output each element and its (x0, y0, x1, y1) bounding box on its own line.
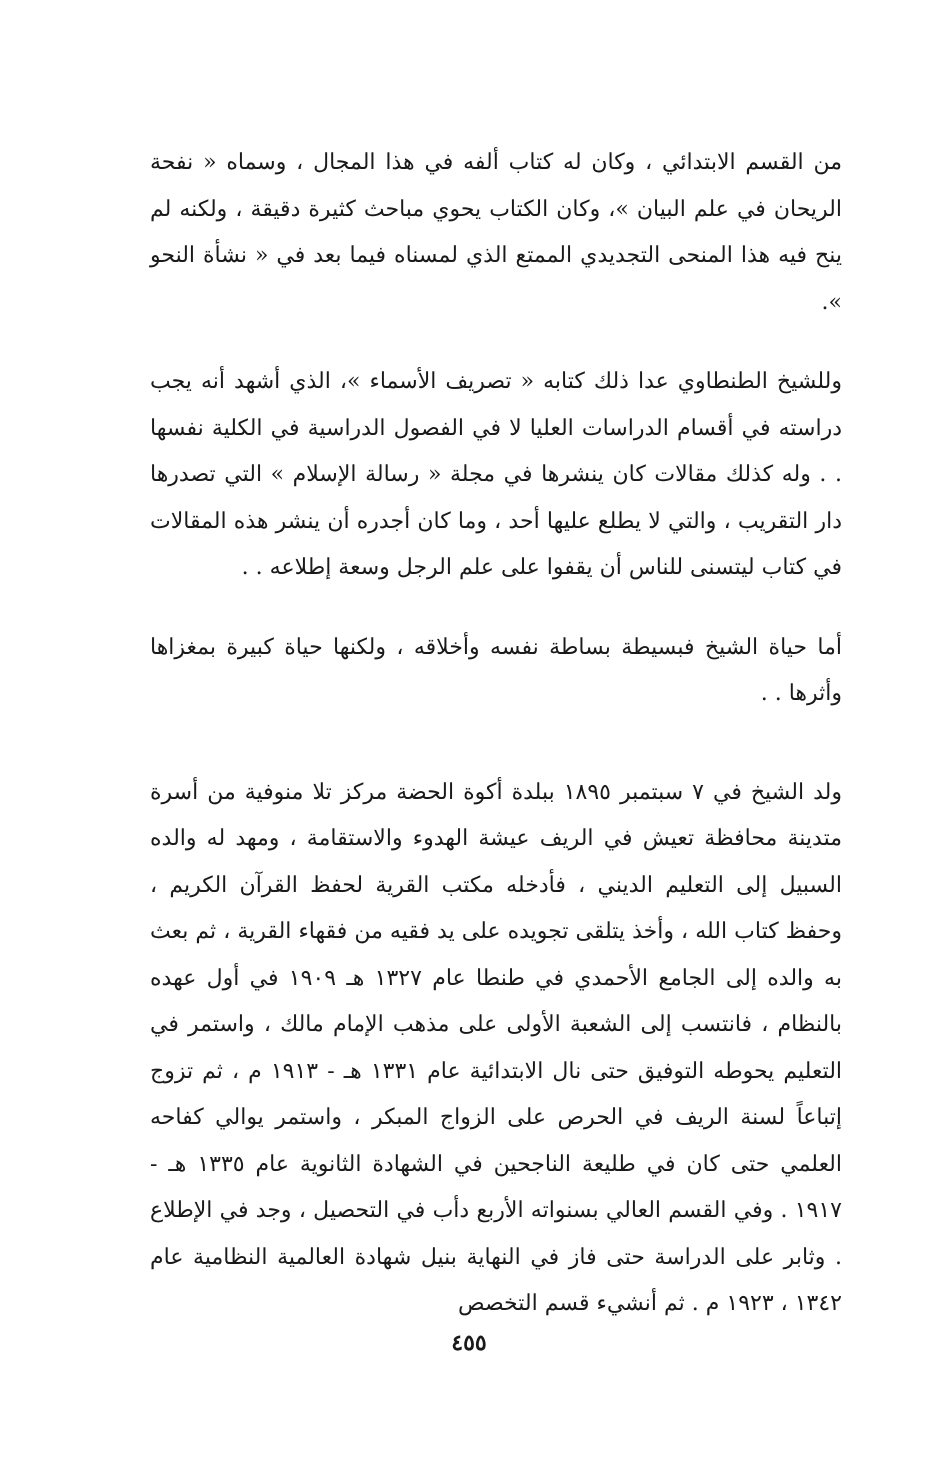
page-number: ٤٥٥ (451, 1330, 487, 1356)
paragraph-2: وللشيخ الطنطاوي عدا ذلك كتابه « تصريف الأسماء »، الذي أشهد أنه يجب دراسته في أقسام الدراسات العليا لا في الفصول الدراسية في الكلية نفسها . . وله كذلك مقالات كان ينشرها في مجلة « رسالة الإسلام » التي تصدرها دار التقريب ، والتي لا يطلع عليها أحد ، وما كان أجدره أن ينشر هذه المقالات في كتاب ليتسنى للناس أن يقفوا على علم الرجل وسعة إطلاعه . . (150, 369, 842, 580)
paragraph-4: ولد الشيخ في ٧ سبتمبر ١٨٩٥ ببلدة أكوة الحضة مركز تلا منوفية من أسرة متدينة محافظة تعيش في الريف عيشة الهدوء والاستقامة ، ومهد له والده السبيل إلى التعليم الديني ، فأدخله مكتب القرية لحفظ القرآن الكريم ، وحفظ كتاب الله ، وأخذ يتلقى تجويده على يد فقيه من فقهاء القرية ، ثم بعث به والده إلى الجامع الأحمدي في طنطا عام ١٣٢٧ هـ ١٩٠٩ في أول عهده بالنظام ، فانتسب إلى الشعبة الأولى على مذهب الإمام مالك ، واستمر في التعليم يحوطه التوفيق حتى نال الابتدائية عام ١٣٣١ هـ - ١٩١٣ م ، ثم تزوج إتباعاً لسنة الريف في الحرص على الزواج المبكر ، واستمر يوالي كفاحه العلمي حتى كان في طليعة الناجحين في الشهادة الثانوية عام ١٣٣٥ هـ - ١٩١٧ . وفي القسم العالي بسنواته الأربع دأب في التحصيل ، وجد في الإطلاع . وثابر على الدراسة حتى فاز في النهاية بنيل شهادة العالمية النظامية عام ١٣٤٢ ، ١٩٢٣ م . ثم أنشيء قسم التخصص (150, 779, 843, 1316)
paragraph-1: من القسم الابتدائي ، وكان له كتاب ألفه في هذا المجال ، وسماه « نفحة الريحان في علم البيان »، وكان الكتاب يحوي مباحث كثيرة دقيقة ، ولكنه لم ينح فيه هذا المنحى التجديدي الممتع الذي لمسناه فيما بعد في « نشأة النحو ». (150, 150, 842, 315)
page-body (150, 140, 842, 1328)
paragraph-3: أما حياة الشيخ فبسيطة بساطة نفسه وأخلاقه ، ولكنها حياة كبيرة بمغزاها وأثرها . . (150, 634, 842, 706)
